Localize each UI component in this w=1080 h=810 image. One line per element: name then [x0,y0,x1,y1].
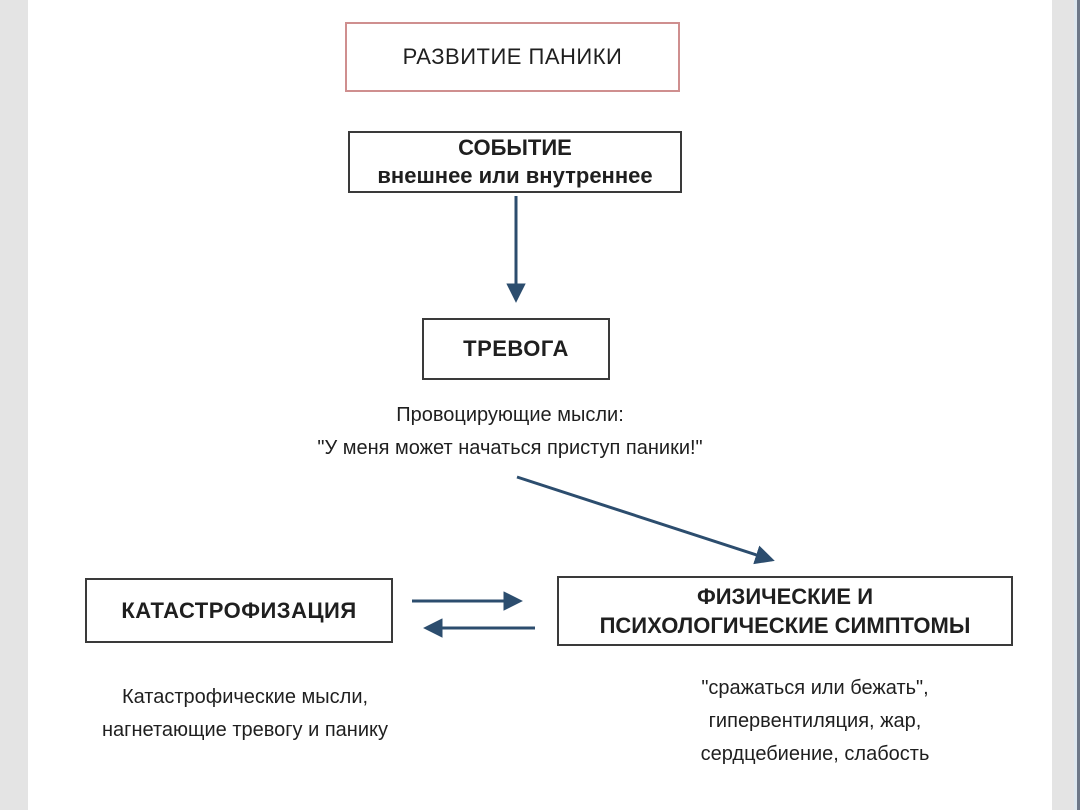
anxiety-node [422,318,610,380]
catastrophic-thoughts-line2: нагнетающие тревогу и панику [102,719,388,741]
catastrophic-thoughts-line1: Катастрофические мысли, [121,686,369,708]
left-margin-strip [0,0,28,810]
physical-symptoms-line3: сердцебиение, слабость [700,743,930,765]
event-node-subtext: внешнее или внутреннее [377,163,653,188]
catastrophizing-node [85,578,393,643]
symptoms-node-line2: ПСИХОЛОГИЧЕСКИЕ СИМПТОМЫ [599,613,971,638]
provoking-thoughts-line1: Провоцирующие мысли: [396,404,624,426]
diagram-title: РАЗВИТИЕ ПАНИКИ [402,44,623,69]
title-box [345,22,680,92]
catastrophic-thoughts-caption [55,681,435,747]
arrow-anxiety-to-symptoms [517,477,772,560]
event-node-heading: СОБЫТИЕ [458,135,572,160]
physical-symptoms-line2: гипервентиляция, жар, [708,710,922,732]
event-node [348,131,682,193]
right-margin-strip [1052,0,1074,810]
symptoms-node-line1: ФИЗИЧЕСКИЕ И [696,584,874,609]
catastrophizing-node-label: КАТАСТРОФИЗАЦИЯ [121,597,357,623]
provoking-thoughts-caption [180,399,840,465]
symptoms-node [557,576,1013,646]
anxiety-node-label: ТРЕВОГА [463,336,569,361]
physical-symptoms-line1: "сражаться или бежать", [701,677,929,699]
provoking-thoughts-line2: "У меня может начаться приступ паники!" [317,437,703,459]
physical-symptoms-caption [620,672,1010,771]
